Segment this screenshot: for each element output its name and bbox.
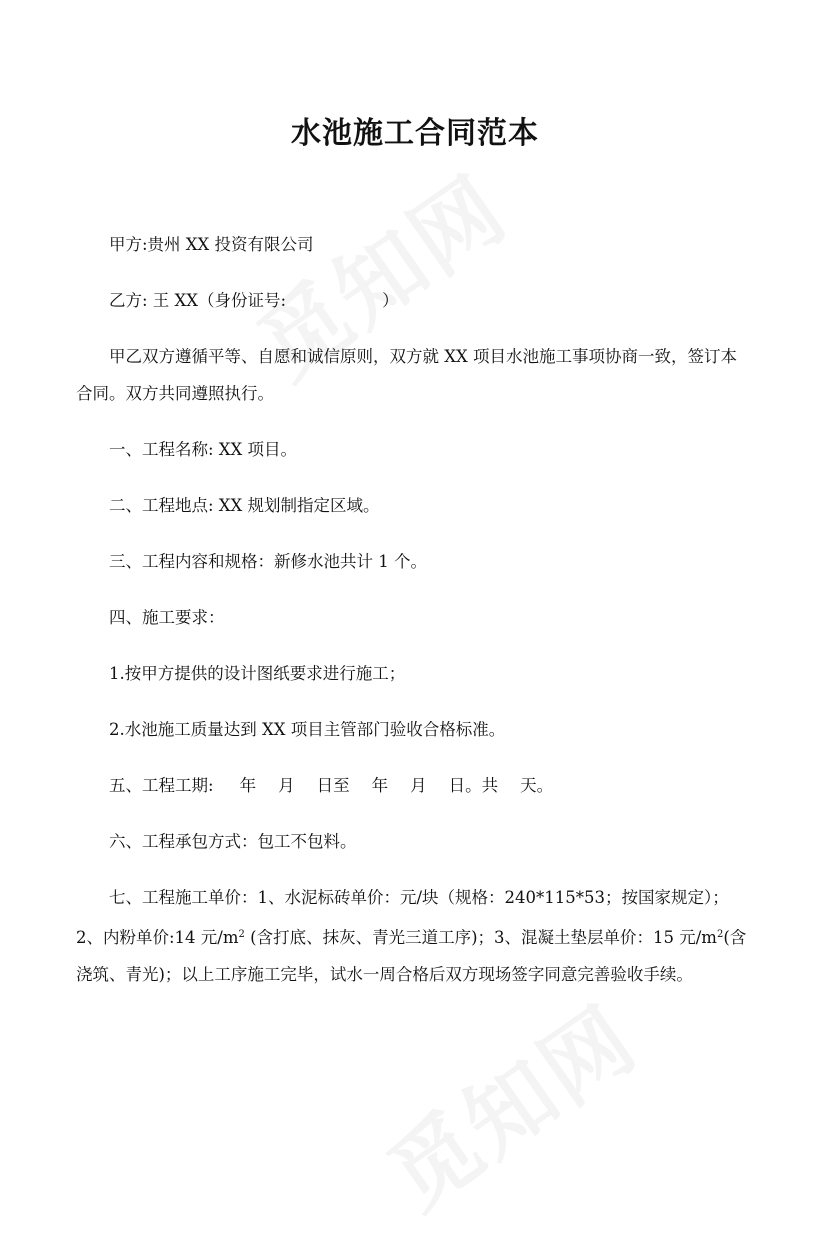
clause-7-sup-1: 2 — [238, 929, 245, 940]
clause-7 — [76, 879, 748, 993]
preamble: 甲乙双方遵循平等、自愿和诚信原则，双方就 XX 项目水池施工事项协商一致，签订本合同。双方共同遵照执行。 — [76, 347, 737, 403]
clause-3: 三、工程内容和规格：新修水池共计 1 个。 — [109, 552, 427, 571]
clause-5-days: 天。 — [520, 776, 554, 795]
clause-5-month2: 月 — [410, 776, 427, 795]
clause-5-year2: 年 — [371, 776, 389, 795]
clause-7-part-c: (含浇筑、青光)；以上工序施工完毕，试水一周合格后双方现场签字同意完善验收手续。 — [76, 928, 747, 984]
party-b-close: ） — [382, 291, 399, 310]
document-body — [76, 226, 748, 1012]
document-title: 水池施工合同范本 — [291, 116, 539, 151]
party-b — [76, 282, 748, 319]
clause-5-month: 月 — [278, 776, 295, 795]
party-a: 甲方:贵州 XX 投资有限公司 — [109, 235, 314, 254]
clause-2: 二、工程地点: XX 规划制指定区域。 — [109, 496, 380, 515]
party-b-label: 乙方: 王 XX（身份证号: — [109, 291, 287, 310]
clause-7-part-a: 七、工程施工单价：1、水泥标砖单价：元/块（规格：240*115*53；按国家规定）；2、内粉单价:14 元/m — [76, 888, 729, 947]
clause-6: 六、工程承包方式：包工不包料。 — [109, 832, 357, 851]
clause-5 — [76, 767, 748, 804]
clause-7-part-b: (含打底、抹灰、青光三道工序)；3、混凝土垫层单价：15 元/m — [244, 928, 717, 947]
clause-4: 四、施工要求： — [109, 608, 225, 627]
clause-4-1: 1.按甲方提供的设计图纸要求进行施工； — [109, 664, 406, 683]
clause-4-2: 2.水池施工质量达到 XX 项目主管部门验收合格标准。 — [109, 720, 506, 739]
clause-5-day-total: 日。共 — [448, 776, 499, 795]
clause-1: 一、工程名称: XX 项目。 — [109, 440, 298, 459]
clause-5-year: 年 — [239, 776, 257, 795]
clause-5-day-to: 日至 — [316, 776, 350, 795]
clause-5-label: 五、工程工期: — [109, 776, 214, 795]
clause-7-sup-2: 2 — [716, 929, 724, 940]
